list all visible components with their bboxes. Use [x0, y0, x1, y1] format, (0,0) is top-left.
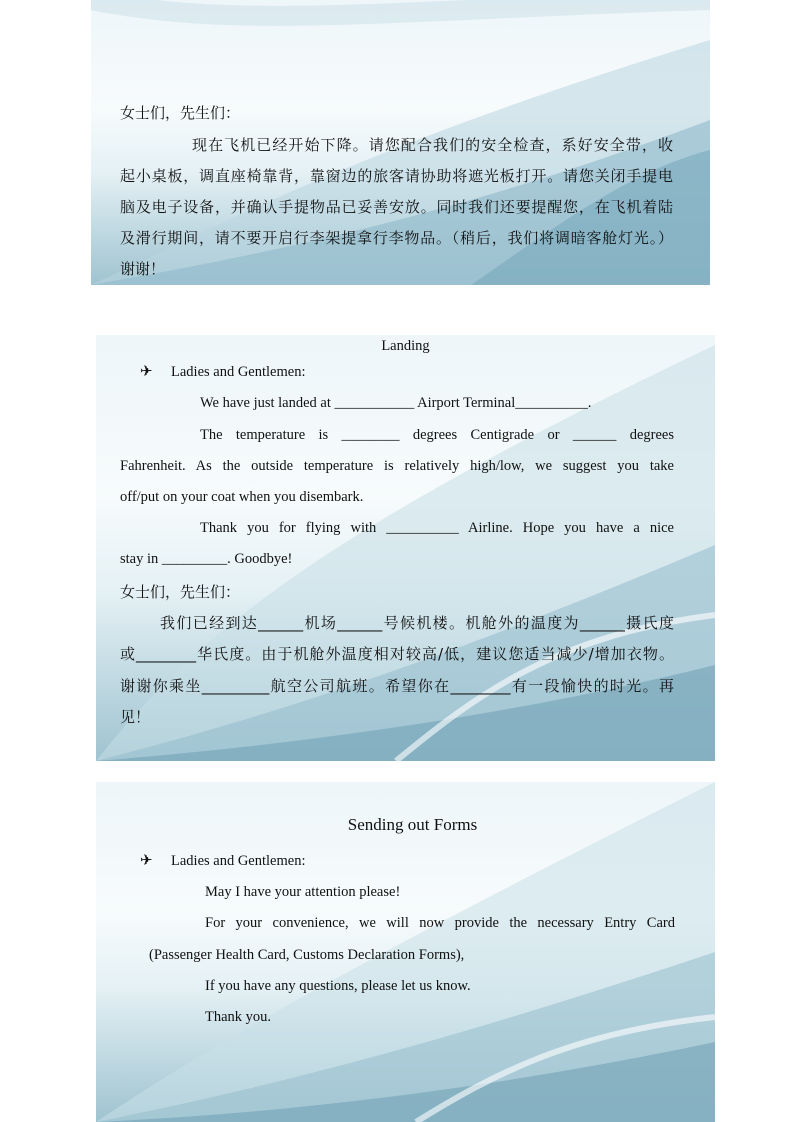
- paragraph-line: We have just landed at ___________ Airport Terminal__________.: [200, 395, 592, 411]
- salutation-zh: 女士们，先生们：: [120, 104, 241, 122]
- paragraph-line: 脑及电子设备，并确认手提物品已妥善安放。同时我们还要提醒您，在飞机着陆: [120, 198, 673, 216]
- paragraph-line: Thank you.: [205, 1009, 272, 1025]
- greeting: Ladies and Gentlemen:: [171, 853, 306, 869]
- paragraph-line: off/put on your coat when you disembark.: [120, 489, 364, 505]
- paragraph-line: 我们已经到达______机场______号候机楼。机舱外的温度为______摄氏度: [160, 614, 674, 632]
- airplane-icon: ✈: [140, 362, 153, 380]
- paragraph-line: 起小桌板，调直座椅靠背，靠窗边的旅客请协助将遮光板打开。请您关闭手提电: [120, 167, 673, 185]
- announcement-card-landing: [96, 335, 715, 761]
- paragraph-line: 谢谢！: [120, 260, 166, 278]
- announcement-card-descent: [91, 0, 710, 285]
- airplane-icon: ✈: [140, 851, 153, 869]
- greeting: Ladies and Gentlemen:: [171, 364, 306, 380]
- paragraph-line: 见！: [120, 708, 151, 726]
- paragraph-line: For your convenience, we will now provide the necessary Entry Card: [205, 915, 675, 931]
- announcement-card-forms: [96, 782, 715, 1122]
- paragraph-line: 或________华氏度。由于机舱外温度相对较高/低，建议您适当减少/增加衣物。: [120, 645, 674, 663]
- paragraph-line: The temperature is ________ degrees Centigrade or ______ degrees: [200, 427, 674, 443]
- paragraph-line: 谢谢你乘坐_________航空公司航班。希望你在________有一段愉快的时光。再: [120, 677, 674, 695]
- paragraph-line: If you have any questions, please let us know.: [205, 978, 471, 994]
- paragraph-line: Thank you for flying with __________ Airline. Hope you have a nice: [200, 520, 674, 536]
- section-title: Landing: [381, 338, 430, 354]
- paragraph-line: Fahrenheit. As the outside temperature is relatively high/low, we suggest you take: [120, 458, 674, 474]
- paragraph-line: 现在飞机已经开始下降。请您配合我们的安全检查，系好安全带，收: [192, 136, 673, 154]
- section-title: Sending out Forms: [347, 815, 478, 834]
- paragraph-line: stay in _________. Goodbye!: [120, 551, 293, 567]
- paragraph-line: (Passenger Health Card, Customs Declaration Forms),: [149, 947, 465, 963]
- paragraph-line: 及滑行期间，请不要开启行李架提拿行李物品。（稍后，我们将调暗客舱灯光。）: [120, 229, 673, 247]
- paragraph-line: May I have your attention please!: [205, 884, 401, 900]
- salutation-zh: 女士们，先生们：: [120, 583, 241, 601]
